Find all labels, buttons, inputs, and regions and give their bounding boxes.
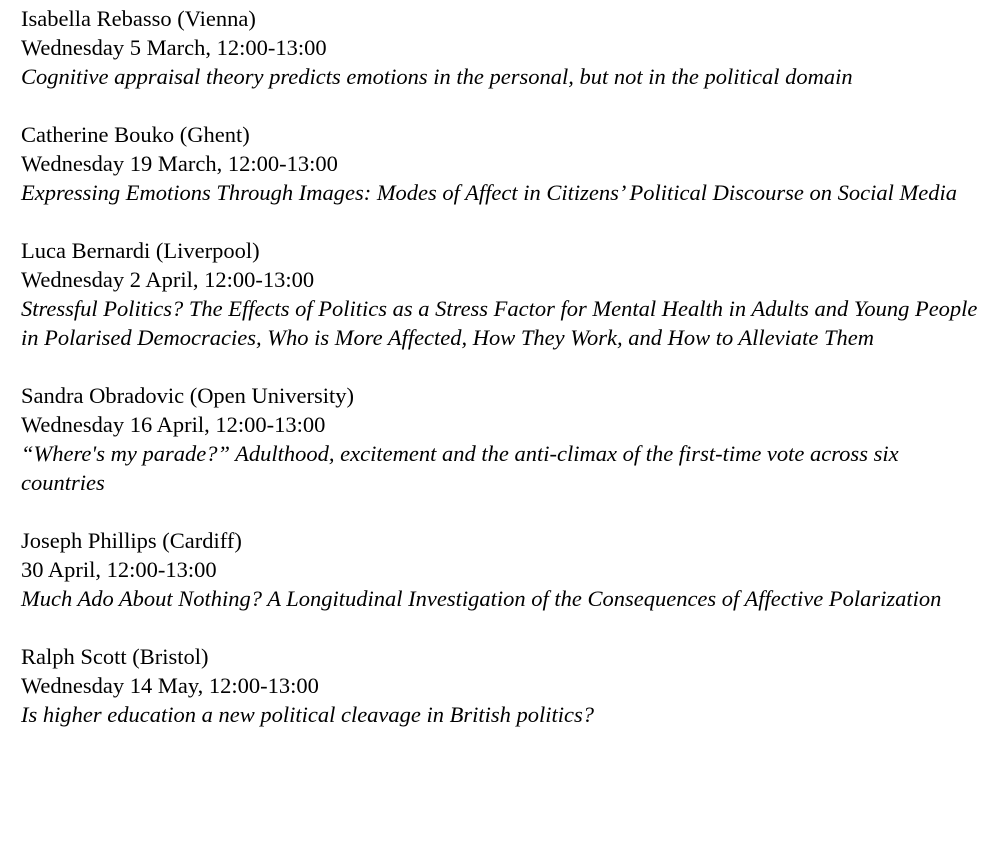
- talk-title: Much Ado About Nothing? A Longitudinal Investigation of the Consequences of Affective Polarization: [21, 586, 942, 611]
- datetime: Wednesday 16 April, 12:00-13:00: [21, 412, 326, 437]
- speaker: Isabella Rebasso (Vienna): [21, 6, 256, 31]
- speaker: Luca Bernardi (Liverpool): [21, 238, 260, 263]
- talk-entry: [21, 381, 979, 497]
- datetime: Wednesday 5 March, 12:00-13:00: [21, 35, 327, 60]
- talk-entry: [21, 526, 979, 613]
- datetime: 30 April, 12:00-13:00: [21, 557, 217, 582]
- talk-entry: [21, 120, 979, 207]
- speaker: Sandra Obradovic (Open University): [21, 383, 355, 408]
- talk-entry: [21, 236, 979, 352]
- talk-title: Is higher education a new political cleavage in British politics?: [21, 702, 595, 727]
- speaker: Joseph Phillips (Cardiff): [21, 528, 242, 553]
- talk-title: Cognitive appraisal theory predicts emotions in the personal, but not in the political domain: [21, 64, 853, 89]
- talk-entry: [21, 4, 979, 91]
- talk-title: Stressful Politics? The Effects of Politics as a Stress Factor for Mental Health in Adults and Young People in Polarised Democracies, Who is More Affected, How They Work, and How to Alleviate Them: [21, 296, 978, 350]
- datetime: Wednesday 2 April, 12:00-13:00: [21, 267, 315, 292]
- speaker: Ralph Scott (Bristol): [21, 644, 209, 669]
- datetime: Wednesday 19 March, 12:00-13:00: [21, 151, 338, 176]
- talk-title: Expressing Emotions Through Images: Modes of Affect in Citizens’ Political Discourse on Social Media: [21, 180, 957, 205]
- speaker: Catherine Bouko (Ghent): [21, 122, 250, 147]
- talk-title: “Where's my parade?” Adulthood, excitement and the anti-climax of the first-time vote across six countries: [21, 441, 899, 495]
- datetime: Wednesday 14 May, 12:00-13:00: [21, 673, 319, 698]
- talk-entry: [21, 642, 979, 729]
